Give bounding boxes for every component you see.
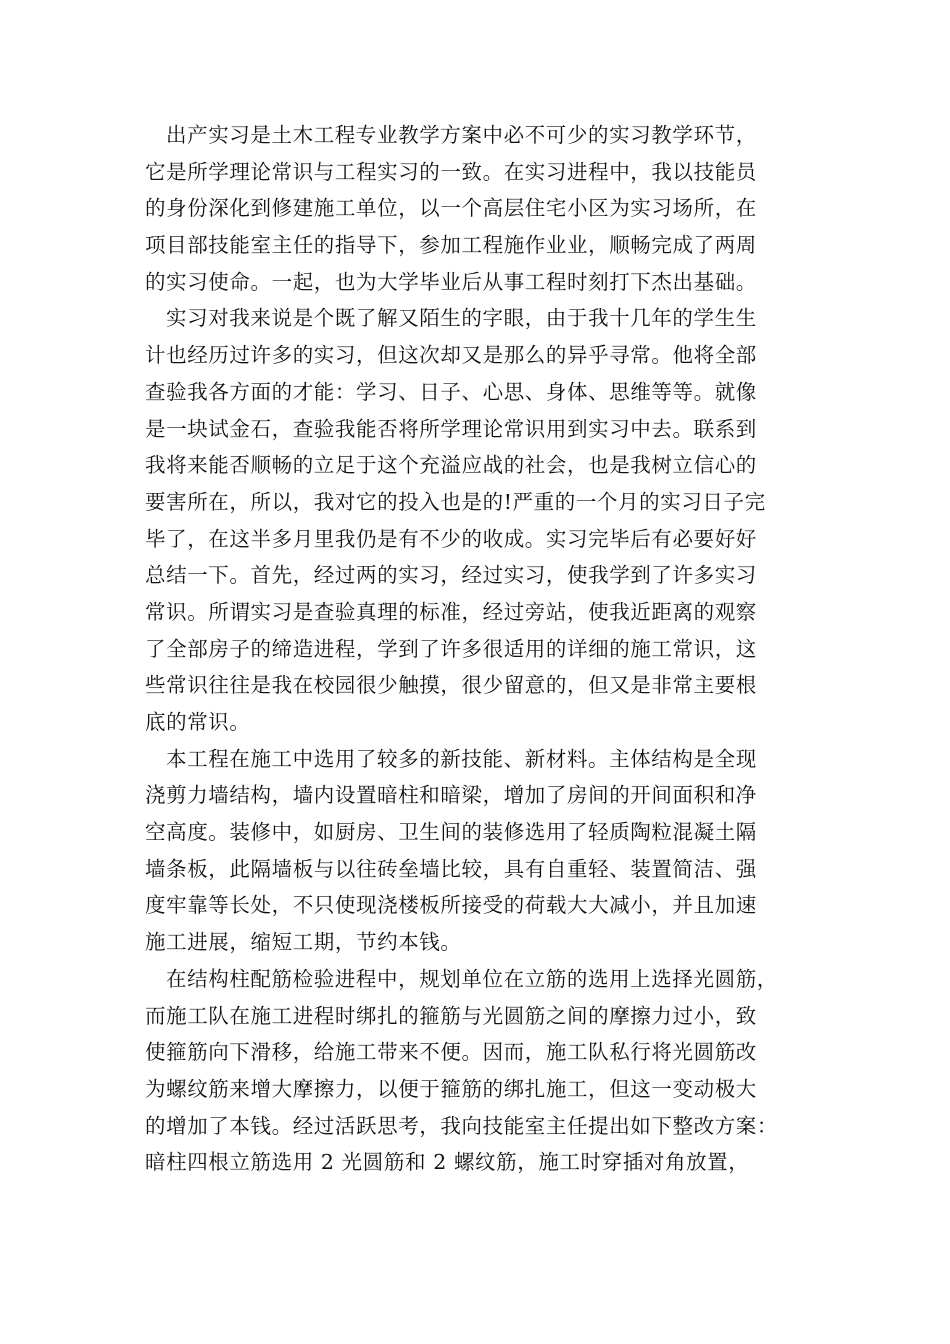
text-line: 在结构柱配筋检验进程中，规划单位在立筋的选用上选择光圆筋， [166,966,778,991]
paragraph-3 [145,741,825,961]
text-line: 浇剪力墙结构，墙内设置暗柱和暗梁，增加了房间的开间面积和净 [145,783,757,808]
text-line: 暗柱四根立筋选用 2 光圆筋和 2 螺纹筋，施工时穿插对角放置， [145,1150,750,1175]
text-line: 查验我各方面的才能：学习、日子、心思、身体、思维等等。就像 [145,379,757,404]
text-line: 出产实习是土木工程专业教学方案中必不可少的实习教学环节， [166,123,757,147]
text-line: 项目部技能室主任的指导下，参加工程施作业业，顺畅完成了两周 [145,233,757,258]
text-line: 本工程在施工中选用了较多的新技能、新材料。主体结构是全现 [166,746,757,771]
text-line: 使箍筋向下滑移，给施工带来不便。因而，施工队私行将光圆筋改 [145,1040,757,1065]
text-line: 施工进展，缩短工期，节约本钱。 [145,930,462,955]
text-line: 些常识往往是我在校园很少触摸，很少留意的，但又是非常主要根 [145,673,757,698]
text-line: 墙条板，此隔墙板与以往砖垒墙比较，具有自重轻、装置简洁、强 [145,856,757,881]
text-line: 的增加了本钱。经过活跃思考，我向技能室主任提出如下整改方案： [145,1113,778,1138]
text-line: 我将来能否顺畅的立足于这个充溢应战的社会，也是我树立信心的 [145,453,757,478]
paragraph-4 [145,961,825,1181]
paragraph-1 [145,117,825,300]
text-line: 总结一下。首先，经过两的实习，经过实习，使我学到了许多实习 [145,563,757,588]
text-line: 的实习使命。一起，也为大学毕业后从事工程时刻打下杰出基础。 [145,269,757,294]
text-line: 底的常识。 [145,710,251,734]
text-line: 了全部房子的缔造进程，学到了许多很适用的详细的施工常识，这 [145,636,757,661]
text-line: 为螺纹筋来增大摩擦力，以便于箍筋的绑扎施工，但这一变动极大 [145,1076,757,1101]
text-line: 它是所学理论常识与工程实习的一致。在实习进程中，我以技能员 [145,159,757,184]
text-line: 毕了，在这半多月里我仍是有不少的收成。实习完毕后有必要好好 [145,526,757,551]
text-line: 空高度。装修中，如厨房、卫生间的装修选用了轻质陶粒混凝土隔 [145,820,757,845]
text-line: 度牢靠等长处，不只使现浇楼板所接受的荷载大大减小，并且加速 [145,893,757,918]
text-line: 而施工队在施工进程时绑扎的箍筋与光圆筋之间的摩擦力过小，致 [145,1003,757,1028]
text-line: 的身份深化到修建施工单位，以一个高层住宅小区为实习场所，在 [145,196,757,221]
text-line: 是一块试金石，查验我能否将所学理论常识用到实习中去。联系到 [145,416,757,441]
text-line: 常识。所谓实习是查验真理的标准，经过旁站，使我近距离的观察 [145,599,757,624]
text-line: 实习对我来说是个既了解又陌生的字眼，由于我十几年的学生生 [166,306,757,331]
document-body [145,117,825,1181]
text-line: 要害所在，所以，我对它的投入也是的!严重的一个月的实习日子完 [145,489,766,514]
paragraph-2 [145,300,825,740]
text-line: 计也经历过许多的实习，但这次却又是那么的异乎寻常。他将全部 [145,343,757,368]
